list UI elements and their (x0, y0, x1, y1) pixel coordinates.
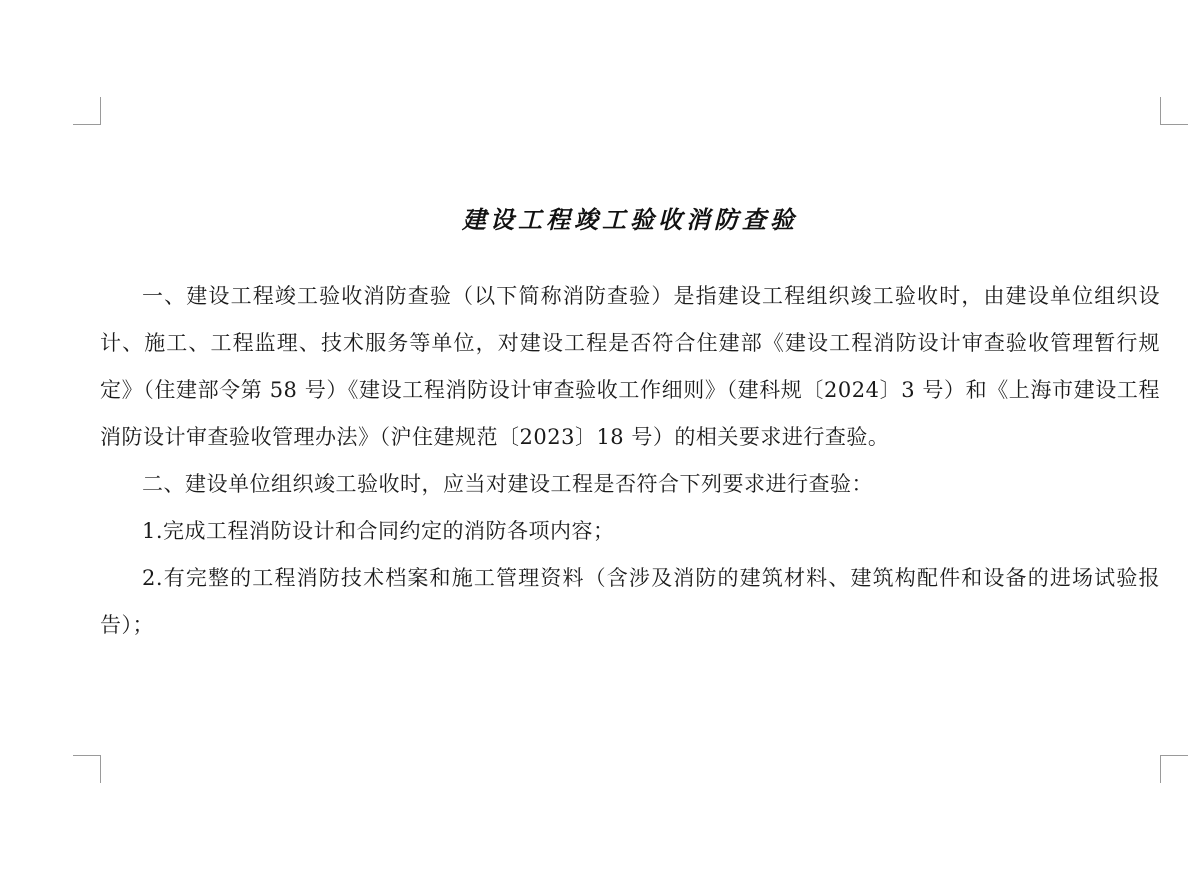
paragraph-definition: 一、建设工程竣工验收消防查验（以下简称消防查验）是指建设工程组织竣工验收时，由建设单位组织设计、施工、工程监理、技术服务等单位，对建设工程是否符合住建部《建设工程消防设计审查验收管理暂行规定》（住建部令第 58 号）《建设工程消防设计审查验收工作细则》（建科规〔2024〕3 号）和《上海市建设工程消防设计审查验收管理办法》（沪住建规范〔2023〕18 号）的相关要求进行查验。 (100, 284, 1160, 449)
crop-mark-top-left (73, 97, 101, 125)
document-title: 建设工程竣工验收消防查验 (462, 205, 798, 234)
paragraph-item-2: 2.有完整的工程消防技术档案和施工管理资料（含涉及消防的建筑材料、建筑构配件和设备的进场试验报告）； (100, 566, 1160, 637)
crop-mark-bottom-left (73, 755, 101, 783)
crop-mark-bottom-right (1160, 755, 1188, 783)
paragraph-requirements-intro: 二、建设单位组织竣工验收时，应当对建设工程是否符合下列要求进行查验： (142, 472, 873, 496)
crop-mark-top-right (1160, 97, 1188, 125)
document-body (100, 273, 1160, 649)
paragraph-item-1: 1.完成工程消防设计和合同约定的消防各项内容； (142, 519, 615, 543)
